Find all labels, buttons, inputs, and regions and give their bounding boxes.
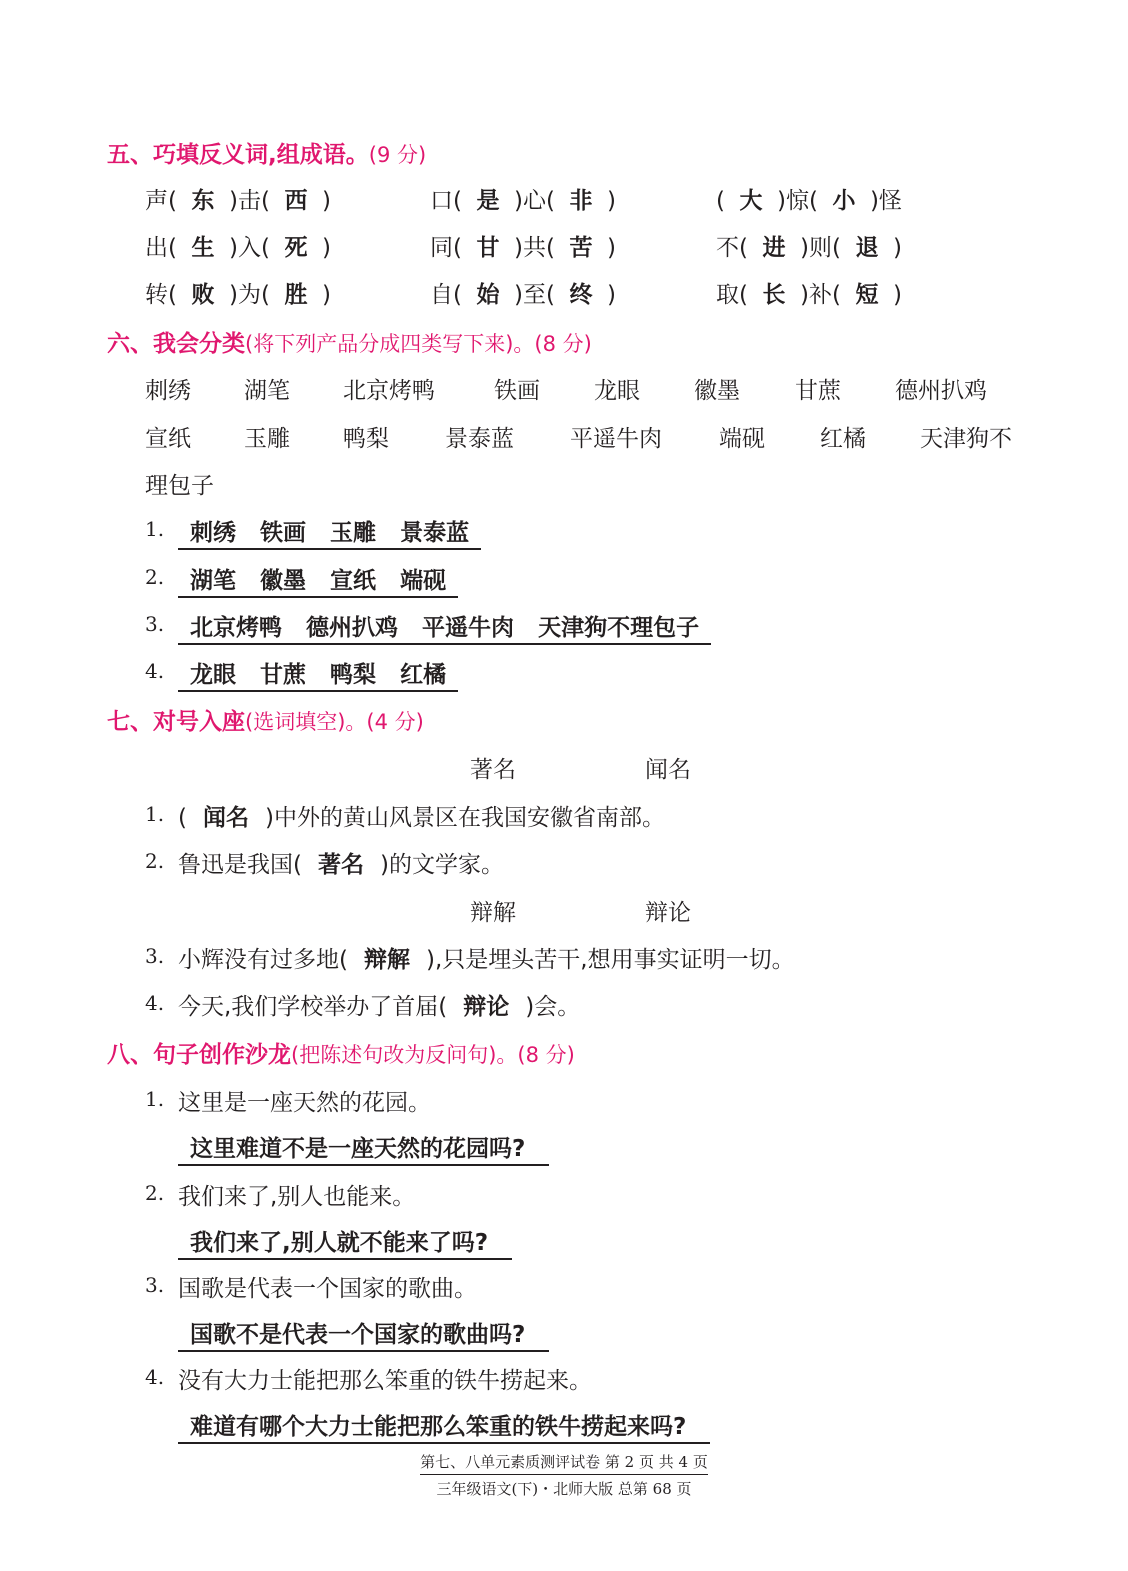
idiom-text: )击( [228, 188, 270, 214]
idiom-answer: 始 [476, 282, 500, 308]
idiom-answer: 是 [476, 188, 500, 214]
product-word: 平遥牛肉 [570, 426, 662, 452]
sentence-text: 小辉没有过多地( [178, 947, 348, 973]
sentence-text: )中外的黄山风景区在我国安徽省南部。 [264, 805, 665, 831]
product-word: 龙眼 [594, 378, 640, 404]
idiom-answer: 死 [284, 235, 308, 261]
section-6-title [107, 325, 592, 358]
idiom-item [716, 182, 902, 215]
answer-number: 2. [145, 565, 165, 589]
idiom-text: ) [892, 235, 902, 261]
idiom-text: )惊( [776, 188, 818, 214]
page-footer [374, 1451, 754, 1499]
item-number: 1. [145, 1087, 165, 1111]
idiom-item [145, 276, 331, 309]
rhetorical-question-answer: 这里难道不是一座天然的花园吗? [178, 1130, 549, 1166]
sentence-text: ( [178, 805, 187, 831]
idiom-text: )补( [799, 282, 841, 308]
item-number: 3. [145, 944, 165, 968]
fill-in-sentence [178, 988, 580, 1021]
idiom-answer: 长 [762, 282, 786, 308]
idiom-item [430, 276, 616, 309]
fill-in-sentence [178, 799, 665, 832]
section-5-points: (9 分) [368, 143, 427, 167]
product-word: 景泰蓝 [445, 426, 514, 452]
idiom-text: 声( [145, 188, 177, 214]
idiom-text: 同( [430, 235, 462, 261]
idiom-answer: 东 [191, 188, 215, 214]
idiom-text: ( [716, 188, 725, 214]
statement-sentence: 这里是一座天然的花园。 [178, 1090, 431, 1116]
item-number: 1. [145, 802, 165, 826]
rhetorical-question-answer: 我们来了,别人就不能来了吗? [178, 1224, 512, 1260]
sentence-text: )的文学家。 [379, 852, 504, 878]
idiom-text: ) [892, 282, 902, 308]
product-word: 鸭梨 [343, 426, 389, 452]
idiom-text: )心( [513, 188, 555, 214]
word-choice-2b: 辩论 [645, 900, 691, 926]
sentence-text: )会。 [525, 994, 581, 1020]
category-answer-line: 北京烤鸭 德州扒鸡 平遥牛肉 天津狗不理包子 [178, 609, 711, 645]
fill-in-answer: 闻名 [202, 805, 249, 831]
idiom-text: )至( [513, 282, 555, 308]
fill-in-answer: 辩解 [363, 947, 410, 973]
idiom-text: )共( [513, 235, 555, 261]
fill-in-sentence [178, 846, 504, 879]
rhetorical-question-answer: 国歌不是代表一个国家的歌曲吗? [178, 1316, 549, 1352]
fill-in-answer: 辩论 [463, 994, 510, 1020]
idiom-text: ) [606, 235, 616, 261]
product-word: 铁画 [494, 378, 540, 404]
section-7-heading: 七、对号入座 [107, 709, 245, 735]
idiom-answer: 短 [855, 282, 879, 308]
item-number: 4. [145, 991, 165, 1015]
section-7-note: (选词填空)。 [245, 710, 367, 734]
idiom-answer: 西 [284, 188, 308, 214]
rhetorical-question-answer: 难道有哪个大力士能把那么笨重的铁牛捞起来吗? [178, 1408, 710, 1444]
idiom-text: 口( [430, 188, 462, 214]
idiom-answer: 小 [832, 188, 856, 214]
section-6-points: (8 分) [534, 332, 592, 356]
statement-sentence: 国歌是代表一个国家的歌曲。 [178, 1276, 477, 1302]
idiom-answer: 胜 [284, 282, 308, 308]
product-word: 德州扒鸡 [895, 378, 987, 404]
section-6-note: (将下列产品分成四类写下来)。 [245, 332, 535, 356]
item-number: 2. [145, 1181, 165, 1205]
section-5-title [107, 136, 426, 169]
idiom-item [716, 229, 902, 262]
item-number: 3. [145, 1273, 165, 1297]
idiom-item [430, 229, 616, 262]
product-word: 红橘 [820, 426, 866, 452]
section-8-heading: 八、句子创作沙龙 [107, 1042, 291, 1068]
product-word: 天津狗不 [920, 426, 1012, 452]
idiom-answer: 苦 [569, 235, 593, 261]
answer-number: 1. [145, 517, 165, 541]
idiom-text: )为( [228, 282, 270, 308]
idiom-text: ) [606, 282, 616, 308]
idiom-text: 转( [145, 282, 177, 308]
section-8-note: (把陈述句改为反问句)。 [291, 1043, 518, 1067]
idiom-text: ) [606, 188, 616, 214]
fill-in-sentence [178, 941, 795, 974]
idiom-answer: 生 [191, 235, 215, 261]
item-number: 2. [145, 849, 165, 873]
word-choice-1a: 著名 [470, 757, 516, 783]
idiom-answer: 进 [762, 235, 786, 261]
section-7-title [107, 703, 424, 736]
answer-number: 3. [145, 612, 165, 636]
idiom-text: )则( [799, 235, 841, 261]
idiom-item [716, 276, 902, 309]
product-word: 刺绣 [145, 378, 191, 404]
section-6-heading: 六、我会分类 [107, 331, 245, 357]
product-word: 北京烤鸭 [343, 378, 435, 404]
idiom-answer: 败 [191, 282, 215, 308]
idiom-answer: 非 [569, 188, 593, 214]
section-8-points: (8 分) [517, 1043, 575, 1067]
sentence-text: 鲁迅是我国( [178, 852, 302, 878]
product-word: 宣纸 [145, 426, 191, 452]
product-word: 玉雕 [244, 426, 290, 452]
idiom-text: 出( [145, 235, 177, 261]
statement-sentence: 没有大力士能把那么笨重的铁牛捞起来。 [178, 1368, 592, 1394]
idiom-answer: 大 [739, 188, 763, 214]
idiom-text: 不( [716, 235, 748, 261]
idiom-item [430, 182, 616, 215]
answer-number: 4. [145, 659, 165, 683]
product-word: 端砚 [719, 426, 765, 452]
product-word: 湖笔 [244, 378, 290, 404]
category-answer-line: 湖笔 徽墨 宣纸 端砚 [178, 562, 458, 598]
idiom-text: )入( [228, 235, 270, 261]
idiom-text: 自( [430, 282, 462, 308]
product-word: 徽墨 [694, 378, 740, 404]
section-8-title [107, 1036, 575, 1069]
item-number: 4. [145, 1365, 165, 1389]
footer-line-2: 三年级语文(下)・北师大版 总第 68 页 [436, 1480, 692, 1498]
idiom-answer: 退 [855, 235, 879, 261]
footer-line-1: 第七、八单元素质测评试卷 第 2 页 共 4 页 [420, 1451, 708, 1475]
idiom-answer: 终 [569, 282, 593, 308]
word-bank-continuation: 理包子 [145, 473, 214, 499]
section-7-points: (4 分) [366, 710, 424, 734]
idiom-text: ) [321, 235, 331, 261]
idiom-answer: 甘 [476, 235, 500, 261]
idiom-text: ) [321, 188, 331, 214]
category-answer-line: 刺绣 铁画 玉雕 景泰蓝 [178, 514, 481, 550]
sentence-text: ),只是埋头苦干,想用事实证明一切。 [425, 947, 795, 973]
product-word: 甘蔗 [795, 378, 841, 404]
statement-sentence: 我们来了,别人也能来。 [178, 1184, 416, 1210]
sentence-text: 今天,我们学校举办了首届( [178, 994, 448, 1020]
word-choice-1b: 闻名 [645, 757, 691, 783]
idiom-text: 取( [716, 282, 748, 308]
idiom-item [145, 182, 331, 215]
idiom-item [145, 229, 331, 262]
category-answer-line: 龙眼 甘蔗 鸭梨 红橘 [178, 656, 458, 692]
idiom-text: ) [321, 282, 331, 308]
word-choice-2a: 辩解 [470, 900, 516, 926]
section-5-heading: 五、巧填反义词,组成语。 [107, 142, 369, 168]
idiom-text: )怪 [869, 188, 902, 214]
fill-in-answer: 著名 [317, 852, 364, 878]
